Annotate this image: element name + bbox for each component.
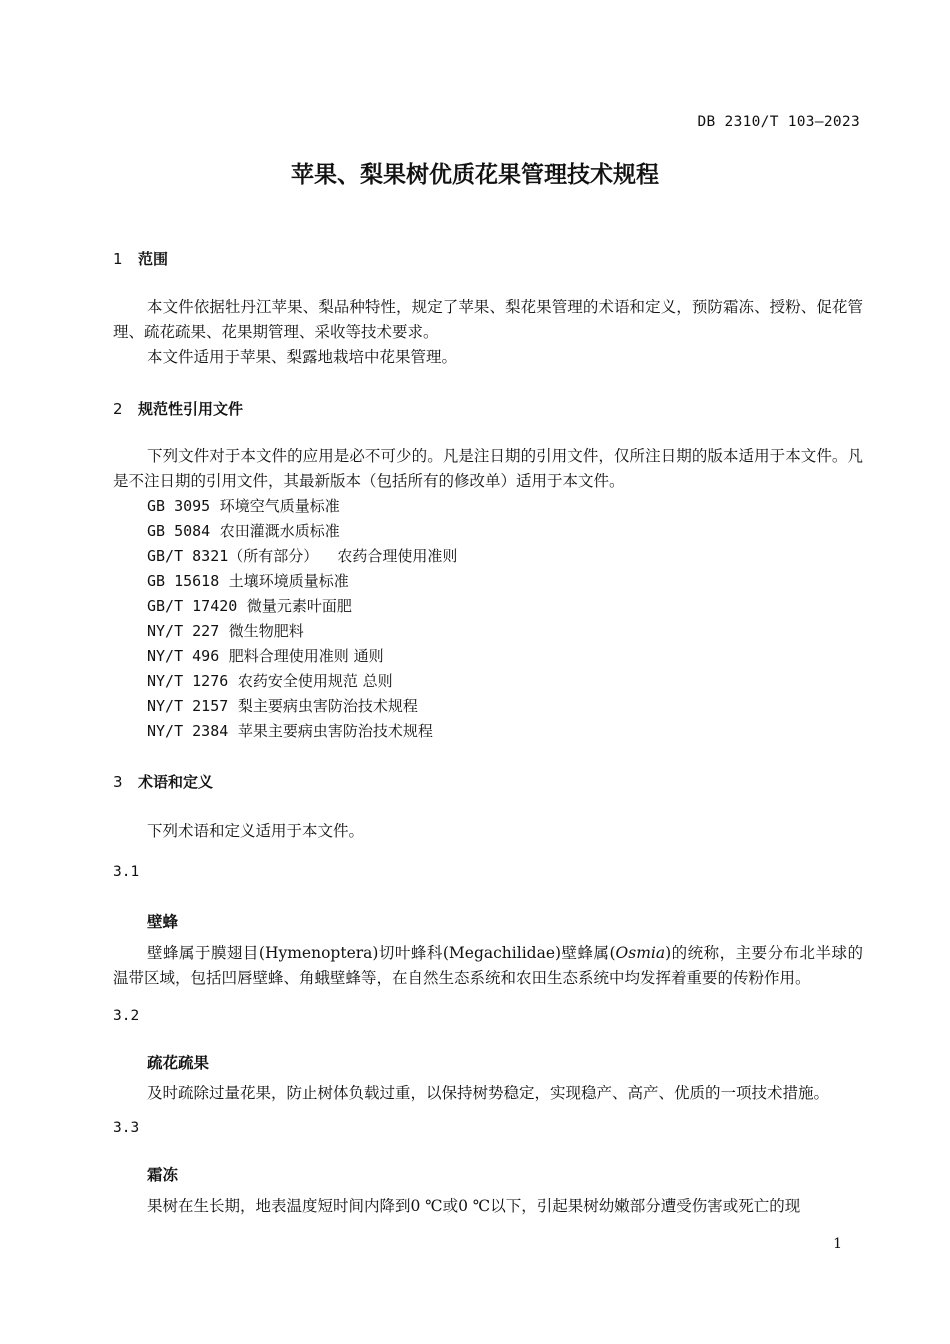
reference-code: NY/T 496 xyxy=(147,647,220,665)
reference-item xyxy=(147,720,433,741)
term-number: 3.3 xyxy=(113,1120,140,1136)
section-number: 2 xyxy=(113,400,123,418)
term-definition xyxy=(113,941,863,991)
reference-item xyxy=(147,620,304,641)
section-heading-terms xyxy=(113,771,213,792)
term-number: 3.2 xyxy=(113,1008,140,1024)
definition-latin-name: Osmia xyxy=(615,944,666,962)
reference-item xyxy=(147,495,340,516)
reference-item xyxy=(147,570,349,591)
definition-text: )的统称，主要分布北半球的温带区域，包括凹唇壁蜂、角蛾壁蜂等，在自然生态系统和农田生态系统中均发挥着重要的传粉作用。 xyxy=(113,944,863,987)
reference-code: GB 15618 xyxy=(147,572,220,590)
references-intro-paragraph: 下列文件对于本文件的应用是必不可少的。凡是注日期的引用文件，仅所注日期的版本适用于本文件。凡是不注日期的引用文件，其最新版本（包括所有的修改单）适用于本文件。 xyxy=(113,447,863,490)
term-number: 3.1 xyxy=(113,864,140,880)
term-name: 疏花疏果 xyxy=(147,1054,210,1072)
reference-title: 苹果主要病虫害防治技术规程 xyxy=(237,722,433,740)
reference-item xyxy=(147,645,384,666)
reference-title: 环境空气质量标准 xyxy=(219,497,340,515)
reference-title: 农药安全使用规范 总则 xyxy=(237,672,393,690)
reference-title: 肥料合理使用准则 通则 xyxy=(228,647,384,665)
reference-code: NY/T 2384 xyxy=(147,722,229,740)
reference-item xyxy=(147,520,340,541)
reference-item xyxy=(147,595,352,616)
scope-paragraph-2: 本文件适用于苹果、梨露地栽培中花果管理。 xyxy=(147,348,458,366)
reference-code: GB/T 17420 xyxy=(147,597,238,615)
document-title: 苹果、梨果树优质花果管理技术规程 xyxy=(291,162,659,188)
term-name: 霜冻 xyxy=(147,1166,179,1184)
section-number: 3 xyxy=(113,773,123,791)
section-title: 术语和定义 xyxy=(138,773,214,791)
reference-code: NY/T 2157 xyxy=(147,697,229,715)
definition-text: 壁蜂属于膜翅目(Hymenoptera)切叶蜂科(Megachilidae)壁蜂属( xyxy=(147,944,616,962)
document-number: DB 2310/T 103—2023 xyxy=(697,114,860,130)
reference-code: NY/T 1276 xyxy=(147,672,229,690)
section-heading-scope xyxy=(113,248,168,269)
reference-code: GB 5084 xyxy=(147,522,211,540)
reference-title: 农药合理使用准则 xyxy=(337,547,458,565)
reference-code: GB 3095 xyxy=(147,497,211,515)
terms-intro: 下列术语和定义适用于本文件。 xyxy=(147,822,365,840)
section-heading-normative-references xyxy=(113,398,243,419)
reference-title: 土壤环境质量标准 xyxy=(228,572,349,590)
reference-title: 微量元素叶面肥 xyxy=(246,597,352,615)
section-title: 规范性引用文件 xyxy=(138,400,244,418)
term-name: 壁蜂 xyxy=(147,913,179,931)
reference-title: 梨主要病虫害防治技术规程 xyxy=(237,697,418,715)
reference-item xyxy=(147,695,418,716)
reference-code: GB/T 8321（所有部分） xyxy=(147,547,319,565)
term-definition: 及时疏除过量花果，防止树体负载过重，以保持树势稳定，实现稳产、高产、优质的一项技术措施。 xyxy=(147,1084,830,1102)
scope-paragraph-1: 本文件依据牡丹江苹果、梨品种特性，规定了苹果、梨花果管理的术语和定义，预防霜冻、授粉、促花管理、疏花疏果、花果期管理、采收等技术要求。 xyxy=(113,298,863,341)
reference-code: NY/T 227 xyxy=(147,622,220,640)
section-number: 1 xyxy=(113,250,123,268)
term-definition: 果树在生长期，地表温度短时间内降到0 ℃或0 ℃以下，引起果树幼嫩部分遭受伤害或死亡的现 xyxy=(147,1197,801,1215)
reference-title: 微生物肥料 xyxy=(228,622,304,640)
reference-item xyxy=(147,670,393,691)
reference-item xyxy=(147,545,457,566)
page-number: 1 xyxy=(833,1236,842,1252)
reference-title: 农田灌溉水质标准 xyxy=(219,522,340,540)
section-title: 范围 xyxy=(138,250,169,268)
